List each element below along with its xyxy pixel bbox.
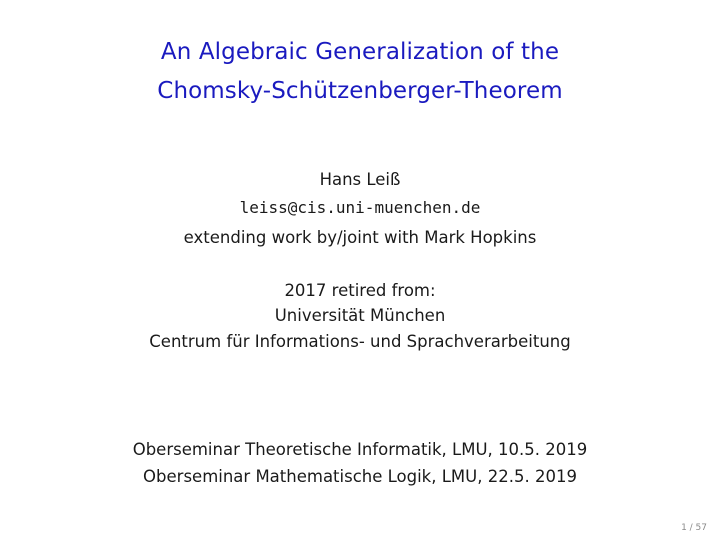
page-number: 1 / 57 (681, 523, 707, 533)
venue-2: Oberseminar Mathematische Logik, LMU, 22.5. 2019 (143, 467, 577, 486)
retired-label: 2017 retired from: (284, 281, 436, 300)
venue-1: Oberseminar Theoretische Informatik, LMU, 10.5. 2019 (132, 440, 588, 459)
author-email: leiss@cis.uni-muenchen.de (239, 198, 481, 217)
collaboration-note: extending work by/joint with Mark Hopkins (183, 228, 537, 247)
title-line-1: An Algebraic Generalization of the (160, 39, 560, 65)
title-line-2: Chomsky-Schützenberger-Theorem (157, 78, 563, 104)
university-name: Universität München (274, 306, 446, 325)
center-name: Centrum für Informations- und Sprachverarbeitung (149, 332, 571, 351)
author-name: Hans Leiß (319, 170, 401, 189)
